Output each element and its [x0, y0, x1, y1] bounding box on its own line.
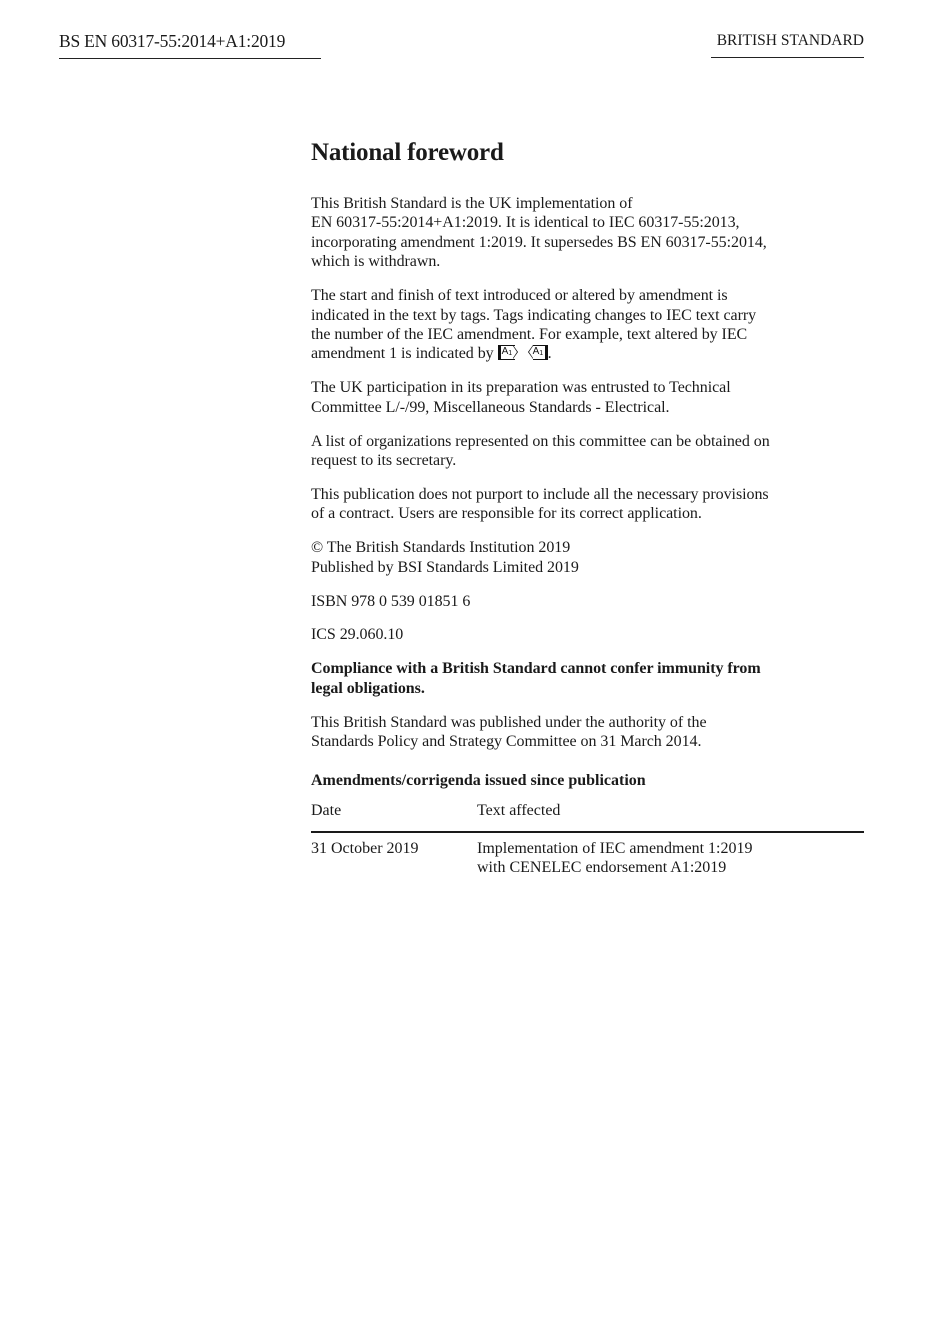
text-line: EN 60317-55:2014+A1:2019. It is identical to IEC 60317-55:2013, — [311, 214, 740, 232]
copyright-line: © The British Standards Institution 2019 — [311, 539, 571, 557]
amendment-end-tag-icon — [528, 345, 548, 360]
text-line: This British Standard is the UK implementation of — [311, 195, 633, 212]
organizations-paragraph — [311, 432, 867, 471]
tag-letter: A — [501, 346, 509, 358]
implementation-paragraph — [311, 194, 867, 272]
tag-letter: A — [532, 346, 540, 358]
amendment-tags-paragraph — [311, 286, 867, 364]
isbn: ISBN 978 0 539 01851 6 — [311, 592, 471, 610]
text-line: Committee L/-/99, Miscellaneous Standards - Electrical. — [311, 398, 670, 416]
text-line: A list of organizations represented on this committee can be obtained on — [311, 432, 770, 450]
amendment-date: 31 October 2019 — [311, 839, 419, 857]
running-header-series-label: BRITISH STANDARD — [711, 31, 864, 58]
text-line: This British Standard was published under the authority of the — [311, 713, 707, 731]
text-line: The UK participation in its preparation was entrusted to Technical — [311, 379, 731, 397]
page-title: National foreword — [311, 139, 504, 166]
ics-code: ICS 29.060.10 — [311, 626, 404, 644]
amendments-table — [311, 801, 864, 877]
provisions-paragraph — [311, 485, 867, 524]
main-content — [311, 138, 867, 878]
column-header-date: Date — [311, 801, 477, 831]
text-line: incorporating amendment 1:2019. It supersedes BS EN 60317-55:2014, — [311, 233, 767, 251]
amendments-heading: Amendments/corrigenda issued since publication — [311, 772, 646, 790]
participation-paragraph — [311, 378, 867, 417]
text-line: the number of the IEC amendment. For example, text altered by IEC — [311, 325, 748, 343]
text-fragment: amendment 1 is indicated by — [311, 345, 494, 363]
amendment-start-tag-icon — [498, 345, 518, 360]
running-header-document-number: BS EN 60317-55:2014+A1:2019 — [59, 30, 321, 59]
text-line: indicated in the text by tags. Tags indicating changes to IEC text carry — [311, 306, 757, 324]
tag-number: 1 — [539, 350, 544, 358]
text-line: of a contract. Users are responsible for its correct application. — [311, 505, 702, 523]
column-header-text-affected: Text affected — [477, 801, 864, 831]
text-line: which is withdrawn. — [311, 253, 441, 271]
sentence-end: . — [547, 345, 552, 363]
compliance-statement — [311, 659, 867, 698]
text-line: legal obligations. — [311, 679, 425, 697]
text-line: The start and finish of text introduced or altered by amendment is — [311, 287, 728, 305]
text-line-with-tags — [311, 344, 867, 363]
text-line: Implementation of IEC amendment 1:2019 — [477, 839, 753, 857]
authority-paragraph — [311, 713, 867, 752]
text-line: This publication does not purport to include all the necessary provisions — [311, 485, 769, 503]
copyright-paragraph — [311, 538, 867, 577]
text-line: Compliance with a British Standard cannot confer immunity from — [311, 660, 761, 678]
amendment-text-affected — [477, 832, 864, 878]
text-line: request to its secretary. — [311, 451, 457, 469]
tag-number: 1 — [508, 350, 513, 358]
table-header-row — [311, 801, 864, 831]
text-line: Standards Policy and Strategy Committee on 31 March 2014. — [311, 733, 702, 751]
publisher-line: Published by BSI Standards Limited 2019 — [311, 558, 579, 576]
table-row — [311, 832, 864, 878]
text-line: with CENELEC endorsement A1:2019 — [477, 859, 727, 877]
